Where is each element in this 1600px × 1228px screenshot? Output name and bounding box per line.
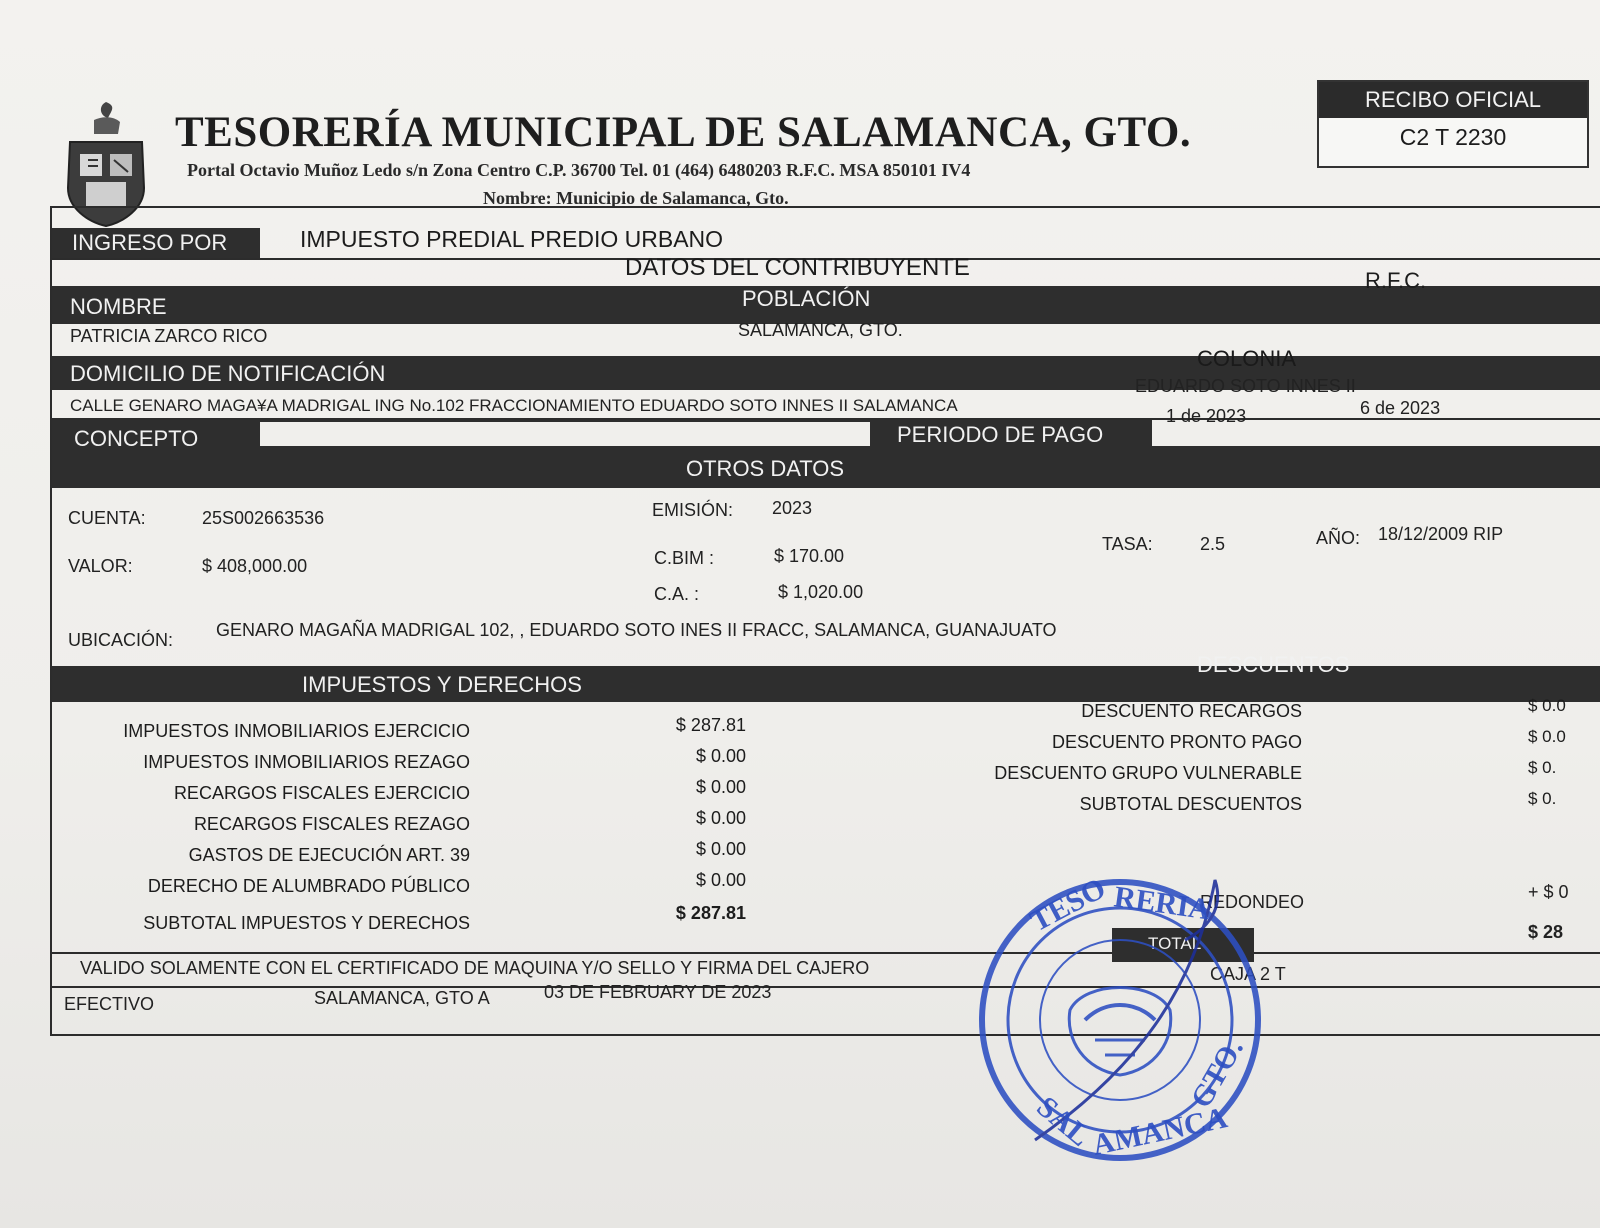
lugar: SALAMANCA, GTO A — [314, 988, 490, 1008]
impuesto-row-amount: $ 0.00 — [695, 746, 746, 766]
divider — [52, 986, 1600, 988]
redondeo-label: REDONDEO — [1200, 892, 1305, 912]
receipt-number: C2 T 2230 — [1399, 124, 1507, 150]
svg-text:SAL: SAL — [1030, 1090, 1097, 1153]
impuestos-band — [52, 652, 1600, 702]
caja: CAJA 2 T — [1210, 964, 1286, 984]
fecha: 03 DE FEBRUARY DE 2023 — [544, 982, 772, 1002]
descuento-row-label: DESCUENTO GRUPO VULNERABLE — [994, 763, 1302, 783]
impuestos-title: IMPUESTOS Y DERECHOS — [302, 672, 582, 697]
total-label: TOTAL — [1148, 934, 1202, 953]
validez-text: VALIDO SOLAMENTE CON EL CERTIFICADO DE MAQUINA Y/O SELLO Y FIRMA DEL CAJERO — [80, 958, 870, 978]
contribuyente-title: DATOS DEL CONTRIBUYENTE — [625, 254, 970, 281]
descuento-row-amount: $ 0.0 — [1528, 727, 1566, 746]
receipt-number-box — [1317, 80, 1589, 168]
receipt-form — [50, 206, 1600, 1036]
anio-label: AÑO: — [1316, 528, 1361, 548]
tesoreria-seal-icon — [975, 870, 1265, 1170]
treasury-address: Portal Octavio Muñoz Ledo s/n Zona Centro C.P. 36700 Tel. 01 (464) 6480203 R.F.C. MSA 850101 IV4 — [187, 160, 971, 180]
redondeo-amount: + $ 0 — [1528, 882, 1569, 902]
impuestos-amounts — [610, 710, 746, 929]
anio-value: 18/12/2009 RIP — [1378, 524, 1504, 544]
concepto-value-box — [260, 422, 870, 446]
descuento-row-label: DESCUENTO PRONTO PAGO — [1051, 732, 1302, 752]
valor-value: $ 408,000.00 — [202, 556, 308, 576]
ingreso-value: IMPUESTO PREDIAL PREDIO URBANO — [300, 226, 724, 252]
valor-label: VALOR: — [68, 556, 133, 576]
ubicacion-value: GENARO MAGAÑA MADRIGAL 102, , EDUARDO SOTO INES II FRACC, SALAMANCA, GUANAJUATO — [216, 620, 1057, 640]
descuento-row-amount: $ 0.0 — [1528, 696, 1566, 715]
domicilio-band — [52, 346, 1600, 390]
impuesto-row-label: DERECHO DE ALUMBRADO PÚBLICO — [147, 876, 470, 896]
nombre-value: PATRICIA ZARCO RICO — [70, 326, 268, 346]
descuentos-labels — [930, 696, 1302, 820]
impuestos-subtotal-label: SUBTOTAL IMPUESTOS Y DERECHOS — [143, 913, 470, 933]
municipality-name: Nombre: Municipio de Salamanca, Gto. — [483, 188, 789, 208]
receipt-label: RECIBO OFICIAL — [1319, 82, 1587, 118]
ca-value: $ 1,020.00 — [778, 582, 864, 602]
impuestos-labels — [50, 716, 470, 939]
descuento-row-amount: $ 0. — [1528, 789, 1557, 808]
tasa-label: TASA: — [1102, 534, 1153, 554]
impuesto-row-amount: $ 0.00 — [695, 839, 746, 859]
domicilio-label: DOMICILIO DE NOTIFICACIÓN — [70, 361, 386, 386]
ingreso-label-band — [52, 228, 260, 258]
svg-text:TESO: TESO — [1024, 871, 1111, 939]
cuenta-label: CUENTA: — [68, 508, 146, 528]
descuentos-title: DESCUENTOS — [1197, 652, 1350, 677]
ingreso-label: INGRESO POR — [72, 230, 228, 255]
ubicacion-label: UBICACIÓN: — [68, 630, 174, 650]
impuesto-row-label: RECARGOS FISCALES EJERCICIO — [173, 783, 470, 803]
periodo-label: PERIODO DE PAGO — [897, 422, 1104, 447]
otros-title: OTROS DATOS — [686, 456, 845, 481]
domicilio-value: CALLE GENARO MAGA¥A MADRIGAL ING No.102 FRACCIONAMIENTO EDUARDO SOTO INNES II SALAMANCA — [70, 396, 958, 415]
tasa-value: 2.5 — [1200, 534, 1226, 554]
impuesto-row-amount: $ 0.00 — [695, 777, 746, 797]
impuesto-row-label: IMPUESTOS INMOBILIARIOS REZAGO — [143, 752, 470, 772]
colonia-label: COLONIA — [1197, 346, 1297, 371]
svg-text:AMANCA: AMANCA — [1089, 1101, 1231, 1162]
poblacion-value: SALAMANCA, GTO. — [738, 320, 903, 340]
ca-label: C.A. : — [654, 584, 700, 604]
poblacion-label: POBLACIÓN — [742, 286, 871, 311]
periodo-desde: 1 de 2023 — [1166, 406, 1247, 426]
otros-band — [52, 452, 1600, 488]
page-title: TESORERÍA MUNICIPAL DE SALAMANCA, GTO. — [175, 109, 1192, 156]
descuentos-amounts — [1528, 690, 1600, 814]
descuento-row-label: SUBTOTAL DESCUENTOS — [1079, 794, 1302, 814]
concepto-band — [52, 420, 1600, 456]
impuesto-row-amount: $ 0.00 — [695, 870, 746, 890]
impuesto-row-label: IMPUESTOS INMOBILIARIOS EJERCICIO — [123, 721, 470, 741]
descuento-row-amount: $ 0. — [1528, 758, 1557, 777]
cbim-value: $ 170.00 — [774, 546, 845, 566]
emision-label: EMISIÓN: — [652, 500, 734, 520]
cbim-label: C.BIM : — [654, 548, 715, 568]
periodo-hasta: 6 de 2023 — [1360, 398, 1441, 418]
total-amount: $ 28 — [1528, 922, 1564, 942]
colonia-value: EDUARDO SOTO INNES II — [1135, 376, 1356, 396]
impuesto-row-amount: $ 287.81 — [675, 715, 746, 735]
impuestos-subtotal-amount: $ 287.81 — [675, 903, 746, 923]
impuesto-row-label: RECARGOS FISCALES REZAGO — [193, 814, 470, 834]
emision-value: 2023 — [772, 498, 813, 518]
rfc-label: R.F.C. — [1365, 268, 1427, 293]
impuesto-row-amount: $ 0.00 — [695, 808, 746, 828]
svg-text:RERIA: RERIA — [1112, 880, 1213, 927]
divider — [52, 952, 1600, 954]
concepto-label: CONCEPTO — [74, 426, 199, 451]
descuento-row-label: DESCUENTO RECARGOS — [1081, 701, 1302, 721]
nombre-label: NOMBRE — [70, 294, 167, 319]
svg-text:GTO.: GTO. — [1184, 1033, 1250, 1114]
forma-pago: EFECTIVO — [64, 994, 155, 1014]
impuesto-row-label: GASTOS DE EJECUCIÓN ART. 39 — [188, 845, 470, 865]
cuenta-value: 25S002663536 — [202, 508, 325, 528]
